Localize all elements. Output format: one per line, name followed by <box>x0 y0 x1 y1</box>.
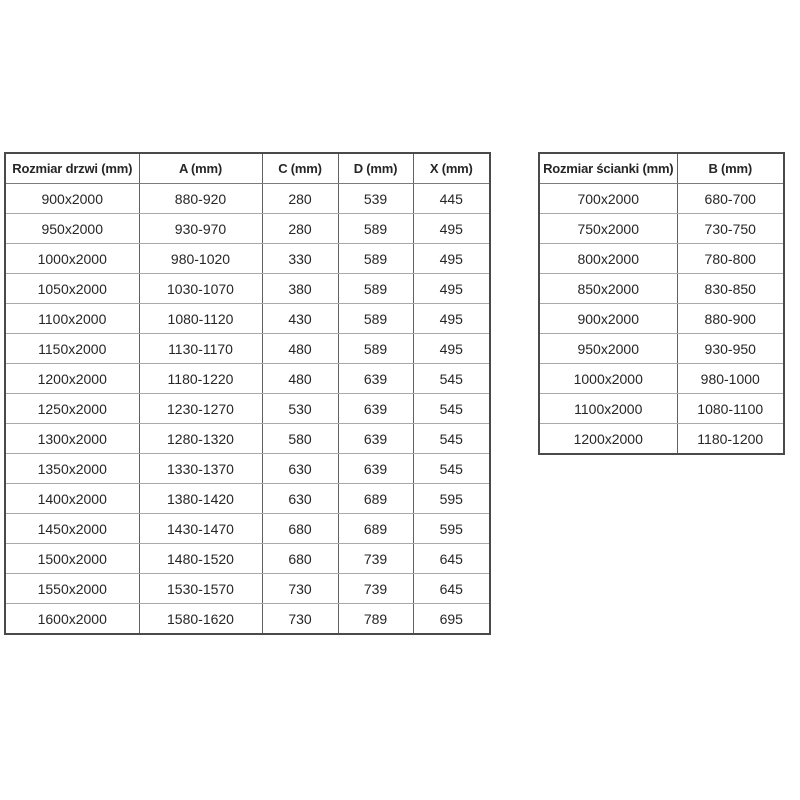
table-cell: 589 <box>338 244 413 274</box>
table-cell: 1380-1420 <box>139 484 262 514</box>
table-cell: 495 <box>413 274 490 304</box>
table-cell: 789 <box>338 604 413 635</box>
table-cell: 1180-1200 <box>677 424 784 455</box>
table-cell: 530 <box>262 394 338 424</box>
column-header-1: B (mm) <box>677 153 784 184</box>
table-cell: 780-800 <box>677 244 784 274</box>
table-cell: 480 <box>262 364 338 394</box>
table-cell: 950x2000 <box>5 214 139 244</box>
column-header-4: X (mm) <box>413 153 490 184</box>
table-row <box>5 454 490 484</box>
table-cell: 880-920 <box>139 184 262 214</box>
table-cell: 1280-1320 <box>139 424 262 454</box>
table-row <box>539 274 784 304</box>
header-row <box>539 153 784 184</box>
table-cell: 1100x2000 <box>539 394 677 424</box>
table-row <box>5 214 490 244</box>
table-row <box>539 304 784 334</box>
table-cell: 930-950 <box>677 334 784 364</box>
wall-table-header <box>539 153 784 184</box>
table-cell: 630 <box>262 484 338 514</box>
table-cell: 730-750 <box>677 214 784 244</box>
table-row <box>5 304 490 334</box>
column-header-0: Rozmiar drzwi (mm) <box>5 153 139 184</box>
table-cell: 1150x2000 <box>5 334 139 364</box>
table-row <box>539 214 784 244</box>
table-row <box>5 364 490 394</box>
table-cell: 730 <box>262 604 338 635</box>
table-cell: 595 <box>413 514 490 544</box>
table-row <box>5 514 490 544</box>
table-cell: 1350x2000 <box>5 454 139 484</box>
table-cell: 739 <box>338 574 413 604</box>
column-header-1: A (mm) <box>139 153 262 184</box>
table-cell: 1480-1520 <box>139 544 262 574</box>
table-cell: 589 <box>338 274 413 304</box>
table-cell: 595 <box>413 484 490 514</box>
table-cell: 539 <box>338 184 413 214</box>
table-cell: 680 <box>262 514 338 544</box>
table-row <box>5 604 490 635</box>
table-row <box>539 364 784 394</box>
table-cell: 1430-1470 <box>139 514 262 544</box>
table-cell: 930-970 <box>139 214 262 244</box>
table-row <box>5 244 490 274</box>
table-row <box>5 424 490 454</box>
table-cell: 645 <box>413 574 490 604</box>
table-cell: 1200x2000 <box>539 424 677 455</box>
table-row <box>539 424 784 455</box>
table-cell: 1550x2000 <box>5 574 139 604</box>
table-cell: 739 <box>338 544 413 574</box>
table-row <box>5 334 490 364</box>
table-cell: 639 <box>338 454 413 484</box>
table-cell: 480 <box>262 334 338 364</box>
table-cell: 495 <box>413 334 490 364</box>
table-cell: 280 <box>262 214 338 244</box>
wall-table-body <box>539 184 784 455</box>
table-cell: 689 <box>338 484 413 514</box>
table-cell: 495 <box>413 244 490 274</box>
column-header-2: C (mm) <box>262 153 338 184</box>
table-row <box>5 394 490 424</box>
table-cell: 1250x2000 <box>5 394 139 424</box>
table-cell: 1130-1170 <box>139 334 262 364</box>
table-cell: 900x2000 <box>5 184 139 214</box>
table-cell: 589 <box>338 334 413 364</box>
table-cell: 445 <box>413 184 490 214</box>
table-cell: 1200x2000 <box>5 364 139 394</box>
table-cell: 545 <box>413 424 490 454</box>
table-cell: 700x2000 <box>539 184 677 214</box>
table-cell: 545 <box>413 394 490 424</box>
table-row <box>539 394 784 424</box>
table-row <box>5 274 490 304</box>
table-cell: 1530-1570 <box>139 574 262 604</box>
table-cell: 1580-1620 <box>139 604 262 635</box>
table-cell: 330 <box>262 244 338 274</box>
table-cell: 950x2000 <box>539 334 677 364</box>
table-cell: 1300x2000 <box>5 424 139 454</box>
column-header-3: D (mm) <box>338 153 413 184</box>
table-cell: 695 <box>413 604 490 635</box>
door-table-header <box>5 153 490 184</box>
table-cell: 1000x2000 <box>5 244 139 274</box>
table-cell: 545 <box>413 364 490 394</box>
table-cell: 1080-1100 <box>677 394 784 424</box>
table-cell: 730 <box>262 574 338 604</box>
table-cell: 1330-1370 <box>139 454 262 484</box>
table-cell: 589 <box>338 304 413 334</box>
door-table-body <box>5 184 490 635</box>
table-cell: 545 <box>413 454 490 484</box>
table-row <box>5 574 490 604</box>
table-row <box>5 544 490 574</box>
table-cell: 830-850 <box>677 274 784 304</box>
table-row <box>5 184 490 214</box>
door-dimensions-table <box>4 152 491 635</box>
table-cell: 430 <box>262 304 338 334</box>
table-cell: 280 <box>262 184 338 214</box>
table-cell: 580 <box>262 424 338 454</box>
table-cell: 1100x2000 <box>5 304 139 334</box>
table-cell: 750x2000 <box>539 214 677 244</box>
table-cell: 1450x2000 <box>5 514 139 544</box>
table-cell: 880-900 <box>677 304 784 334</box>
table-cell: 639 <box>338 424 413 454</box>
table-cell: 1030-1070 <box>139 274 262 304</box>
table-row <box>5 484 490 514</box>
header-row <box>5 153 490 184</box>
column-header-0: Rozmiar ścianki (mm) <box>539 153 677 184</box>
table-cell: 495 <box>413 304 490 334</box>
table-cell: 380 <box>262 274 338 304</box>
table-cell: 589 <box>338 214 413 244</box>
table-cell: 639 <box>338 394 413 424</box>
table-cell: 800x2000 <box>539 244 677 274</box>
table-cell: 639 <box>338 364 413 394</box>
table-cell: 1080-1120 <box>139 304 262 334</box>
table-cell: 1000x2000 <box>539 364 677 394</box>
table-cell: 680-700 <box>677 184 784 214</box>
table-cell: 980-1020 <box>139 244 262 274</box>
table-cell: 1400x2000 <box>5 484 139 514</box>
wall-dimensions-table <box>538 152 785 455</box>
table-row <box>539 244 784 274</box>
table-cell: 1050x2000 <box>5 274 139 304</box>
table-row <box>539 184 784 214</box>
table-row <box>539 334 784 364</box>
table-cell: 645 <box>413 544 490 574</box>
table-cell: 900x2000 <box>539 304 677 334</box>
table-cell: 1600x2000 <box>5 604 139 635</box>
table-cell: 1500x2000 <box>5 544 139 574</box>
table-cell: 1230-1270 <box>139 394 262 424</box>
table-cell: 689 <box>338 514 413 544</box>
table-cell: 850x2000 <box>539 274 677 304</box>
table-cell: 495 <box>413 214 490 244</box>
table-cell: 630 <box>262 454 338 484</box>
table-cell: 1180-1220 <box>139 364 262 394</box>
table-cell: 680 <box>262 544 338 574</box>
table-cell: 980-1000 <box>677 364 784 394</box>
